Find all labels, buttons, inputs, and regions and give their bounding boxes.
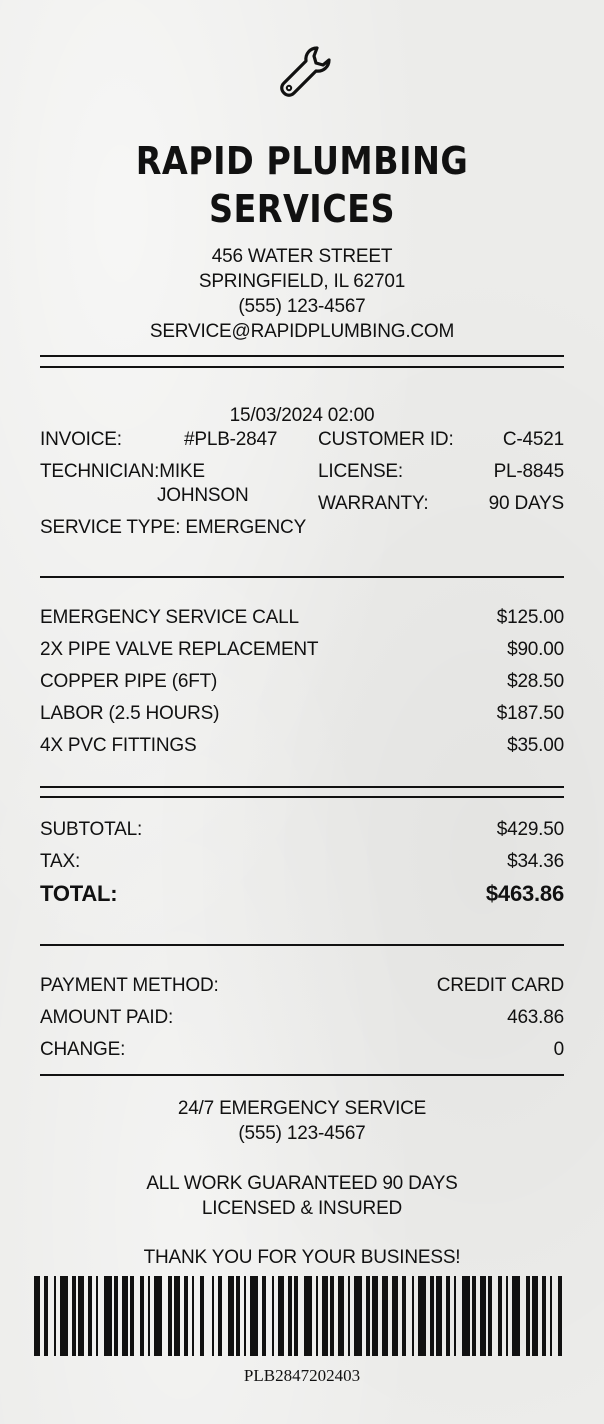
barcode-bar <box>44 1276 48 1356</box>
item-name: COPPER PIPE (6FT) <box>40 671 218 692</box>
item-name: LABOR (2.5 HOURS) <box>40 703 220 724</box>
item-name: EMERGENCY SERVICE CALL <box>40 607 299 628</box>
customer-id-value: C-4521 <box>502 429 564 450</box>
barcode-bar <box>294 1276 298 1356</box>
barcode-bar <box>382 1276 388 1356</box>
barcode-bar <box>304 1276 312 1356</box>
line-item <box>40 638 564 662</box>
business-name-line2: SERVICES <box>208 187 395 231</box>
line-item <box>40 670 564 694</box>
barcode-bar <box>472 1276 476 1356</box>
barcode-bar <box>122 1276 128 1356</box>
barcode-bar <box>72 1276 76 1356</box>
footer-licensed: LICENSED & INSURED <box>201 1198 403 1219</box>
invoice-number: #PLB-2847 <box>184 429 278 450</box>
barcode-bar <box>402 1276 406 1356</box>
barcode-bar <box>550 1276 552 1356</box>
tax-row <box>40 850 564 874</box>
barcode-bar <box>140 1276 144 1356</box>
barcode-bar <box>558 1276 562 1356</box>
barcode-bar <box>200 1276 204 1356</box>
item-price: $125.00 <box>496 607 564 628</box>
barcode-bar <box>104 1276 112 1356</box>
item-price: $28.50 <box>507 671 564 692</box>
barcode-bar <box>532 1276 538 1356</box>
license-label: LICENSE: <box>318 461 403 482</box>
technician-first-name: MIKE <box>159 461 205 482</box>
barcode-bar <box>78 1276 84 1356</box>
barcode-bar <box>454 1276 456 1356</box>
divider <box>40 796 564 798</box>
barcode-bar <box>184 1276 188 1356</box>
change-label: CHANGE: <box>40 1039 126 1060</box>
divider <box>40 1074 564 1076</box>
service-type: SERVICE TYPE: EMERGENCY <box>40 517 307 538</box>
footer-thanks: THANK YOU FOR YOUR BUSINESS! <box>143 1247 461 1268</box>
payment-method-row <box>40 974 564 998</box>
footer-guarantee: ALL WORK GUARANTEED 90 DAYS <box>146 1173 458 1194</box>
footer-phone: (555) 123-4567 <box>238 1123 366 1144</box>
barcode-bar <box>412 1276 414 1356</box>
barcode <box>34 1276 570 1356</box>
barcode-bar <box>316 1276 318 1356</box>
subtotal-label: SUBTOTAL: <box>40 819 143 840</box>
change-row <box>40 1038 564 1062</box>
barcode-bar <box>168 1276 172 1356</box>
barcode-bar <box>228 1276 234 1356</box>
barcode-bar <box>322 1276 328 1356</box>
barcode-bar <box>446 1276 450 1356</box>
total-row <box>40 882 564 906</box>
divider <box>40 366 564 368</box>
item-price: $35.00 <box>507 735 564 756</box>
divider <box>40 786 564 788</box>
barcode-bar <box>54 1276 56 1356</box>
divider <box>40 944 564 946</box>
barcode-bar <box>212 1276 214 1356</box>
barcode-bar <box>354 1276 362 1356</box>
barcode-bar <box>418 1276 426 1356</box>
footer-emergency: 24/7 EMERGENCY SERVICE <box>177 1098 427 1119</box>
business-email: SERVICE@RAPIDPLUMBING.COM <box>149 321 455 342</box>
item-price: $187.50 <box>496 703 564 724</box>
barcode-bar <box>498 1276 502 1356</box>
invoice-datetime: 15/03/2024 02:00 <box>229 405 375 426</box>
barcode-bar <box>338 1276 344 1356</box>
technician-last-name: JOHNSON <box>157 485 249 506</box>
barcode-bar <box>348 1276 350 1356</box>
barcode-bar <box>278 1276 284 1356</box>
warranty-label: WARRANTY: <box>318 493 429 514</box>
divider <box>40 355 564 357</box>
business-name-line1: RAPID PLUMBING <box>135 139 469 183</box>
amount-paid-label: AMOUNT PAID: <box>40 1007 174 1028</box>
barcode-bar <box>372 1276 378 1356</box>
subtotal-row <box>40 818 564 842</box>
payment-method-label: PAYMENT METHOD: <box>40 975 219 996</box>
barcode-bar <box>218 1276 222 1356</box>
address-street: 456 WATER STREET <box>211 246 393 267</box>
barcode-bar <box>272 1276 274 1356</box>
barcode-bar <box>480 1276 486 1356</box>
barcode-bar <box>262 1276 266 1356</box>
business-phone: (555) 123-4567 <box>238 296 366 317</box>
item-name: 2X PIPE VALVE REPLACEMENT <box>40 639 319 660</box>
item-price: $90.00 <box>507 639 564 660</box>
technician-label: TECHNICIAN:MIKE <box>40 461 205 482</box>
tax-value: $34.36 <box>507 851 564 872</box>
barcode-bar <box>436 1276 442 1356</box>
barcode-bar <box>174 1276 180 1356</box>
line-item <box>40 606 564 630</box>
barcode-bar <box>430 1276 434 1356</box>
amount-paid-row <box>40 1006 564 1030</box>
change-value: 0 <box>553 1039 564 1060</box>
total-value: $463.86 <box>485 881 564 906</box>
payment-method-value: CREDIT CARD <box>436 975 564 996</box>
barcode-bar <box>96 1276 98 1356</box>
invoice-label: INVOICE: <box>40 429 122 450</box>
wrench-icon <box>271 40 335 104</box>
barcode-bar <box>506 1276 508 1356</box>
barcode-bar <box>250 1276 258 1356</box>
barcode-bar <box>526 1276 530 1356</box>
total-label: TOTAL: <box>40 881 118 906</box>
barcode-bar <box>34 1276 40 1356</box>
barcode-bar <box>512 1276 520 1356</box>
address-city: SPRINGFIELD, IL 62701 <box>198 271 406 292</box>
subtotal-value: $429.50 <box>496 819 564 840</box>
amount-paid-value: 463.86 <box>507 1007 564 1028</box>
barcode-bar <box>330 1276 334 1356</box>
barcode-bar <box>392 1276 398 1356</box>
barcode-bar <box>288 1276 292 1356</box>
barcode-bar <box>60 1276 68 1356</box>
barcode-bar <box>366 1276 370 1356</box>
warranty-value: 90 DAYS <box>488 493 564 514</box>
barcode-bar <box>462 1276 470 1356</box>
tax-label: TAX: <box>40 851 81 872</box>
barcode-bar <box>154 1276 162 1356</box>
divider <box>40 576 564 578</box>
barcode-bar <box>236 1276 240 1356</box>
line-item <box>40 734 564 758</box>
barcode-bar <box>542 1276 546 1356</box>
license-value: PL-8845 <box>493 461 564 482</box>
barcode-bar <box>488 1276 492 1356</box>
item-name: 4X PVC FITTINGS <box>40 735 197 756</box>
barcode-bar <box>148 1276 150 1356</box>
barcode-bar <box>244 1276 246 1356</box>
barcode-bar <box>114 1276 118 1356</box>
barcode-bar <box>88 1276 92 1356</box>
barcode-number: PLB2847202403 <box>243 1366 361 1385</box>
customer-id-label: CUSTOMER ID: <box>318 429 454 450</box>
line-item <box>40 702 564 726</box>
barcode-bar <box>192 1276 194 1356</box>
barcode-bar <box>130 1276 134 1356</box>
